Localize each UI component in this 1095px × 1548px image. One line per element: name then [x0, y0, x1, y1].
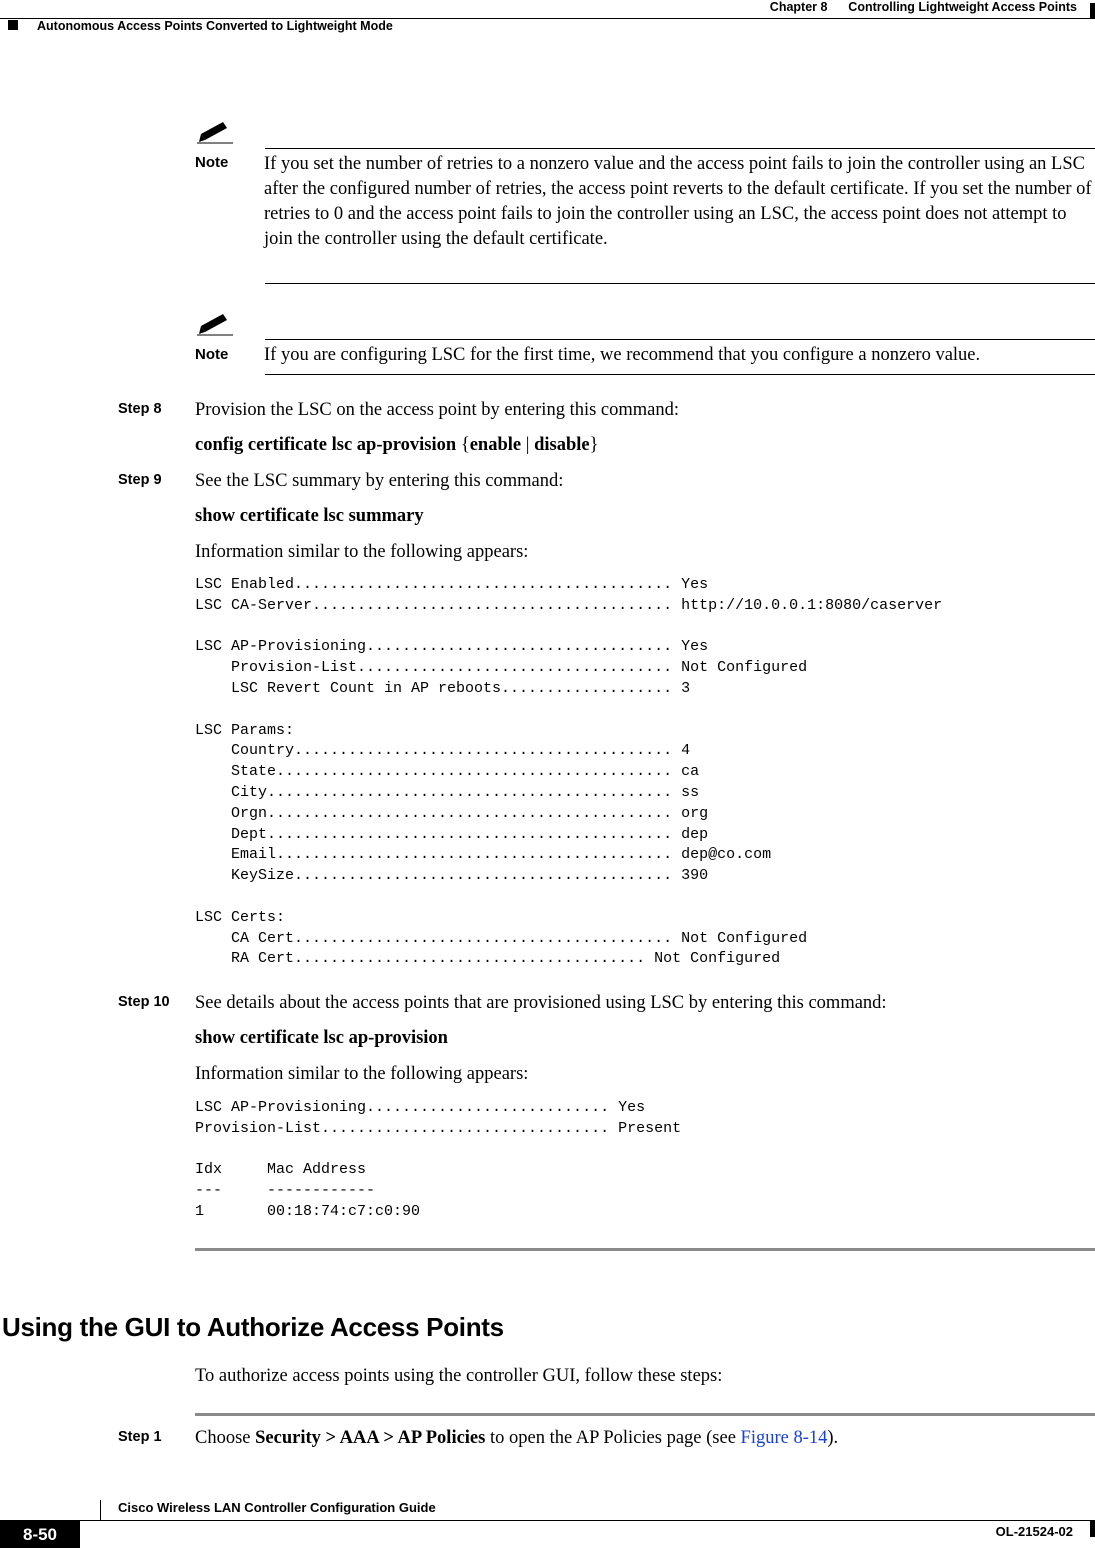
note-rule — [265, 283, 1095, 284]
section-heading: Using the GUI to Authorize Access Points — [2, 1312, 504, 1342]
step-label: Step 10 — [118, 994, 170, 1010]
step-label: Step 1 — [118, 1429, 162, 1445]
step-text: See details about the access points that are provisioned using LSC by entering this command: — [195, 993, 887, 1013]
document-code: OL-21524-02 — [995, 1524, 1073, 1539]
header-rule-mark — [1090, 3, 1095, 19]
pencil-icon — [197, 120, 233, 144]
note-rule — [265, 339, 1095, 340]
step-label: Step 8 — [118, 401, 162, 417]
step-text — [195, 1426, 838, 1450]
step-text: Provision the LSC on the access point by entering this command: — [195, 400, 680, 420]
procedure-end-rule — [195, 1248, 1095, 1251]
code-output: LSC AP-Provisioning........................... Yes Provision-List................................ Present Idx Mac Address --- ------------ 1 00:18:74:c7:c0:90 — [195, 1099, 682, 1220]
menu-path: Security > AAA > AP Policies — [255, 1428, 486, 1448]
note-text: If you set the number of retries to a nonzero value and the access point fails to join the controller using an LSC after the configured number of retries, the access point reverts to the default certificate. If you set the number of retries to 0 and the access point fails to join the controller using an LSC, the access point does not attempt to join the controller using the default certificate. — [264, 154, 1092, 249]
note-label: Note — [195, 154, 229, 171]
section-title: Autonomous Access Points Converted to Lightweight Mode — [37, 19, 393, 33]
brace: { — [460, 435, 470, 455]
footer-divider — [100, 1500, 101, 1520]
guide-title: Cisco Wireless LAN Controller Configuration Guide — [118, 1500, 436, 1515]
page-number: 8-50 — [0, 1521, 80, 1548]
command-syntax — [195, 433, 598, 457]
command-keyword: config certificate lsc ap-provision — [195, 435, 461, 455]
info-text: Information similar to the following appears: — [195, 1064, 529, 1084]
step-text-part: ). — [827, 1428, 839, 1448]
chapter-title: Chapter 8 Controlling Lightweight Access Points — [769, 0, 1077, 14]
step-text-part: to open the AP Policies page (see — [485, 1428, 741, 1448]
separator: | — [521, 435, 535, 455]
note-text: If you are configuring LSC for the first time, we recommend that you configure a nonzero value. — [264, 345, 981, 365]
pencil-icon — [197, 312, 233, 336]
brace: } — [589, 435, 599, 455]
header-marker — [8, 20, 18, 30]
section-intro: To authorize access points using the controller GUI, follow these steps: — [195, 1366, 723, 1386]
figure-link[interactable]: Figure 8-14 — [740, 1428, 828, 1448]
step-text-part: Choose — [195, 1428, 256, 1448]
code-output: LSC Enabled.......................................... Yes LSC CA-Server........................................ http://10.0.0.1:8080/caserver LSC AP-Provisioning.................................. Yes Provision-List................................... Not Configured LSC Revert Count in AP reboots................... 3 LSC Params: Country.......................................... 4 State............................................ ca City............................................. ss Orgn............................................. org Dept............................................. dep Email............................................ dep@co.com KeySize.......................................... 390 LSC Certs: CA Cert.......................................... Not Configured RA Cert....................................... Not Configured — [195, 576, 943, 968]
footer-rule — [0, 1520, 1095, 1521]
info-text: Information similar to the following appears: — [195, 542, 529, 562]
step-text: See the LSC summary by entering this command: — [195, 471, 564, 491]
step-label: Step 9 — [118, 472, 162, 488]
note-rule — [265, 374, 1095, 375]
footer-rule-mark — [1090, 1521, 1095, 1537]
command-option: enable — [469, 435, 522, 455]
command: show certificate lsc summary — [195, 506, 424, 526]
command: show certificate lsc ap-provision — [195, 1028, 448, 1048]
note-label: Note — [195, 346, 229, 363]
note-rule — [265, 148, 1095, 149]
command-option: disable — [534, 435, 590, 455]
procedure-start-rule — [195, 1413, 1095, 1416]
